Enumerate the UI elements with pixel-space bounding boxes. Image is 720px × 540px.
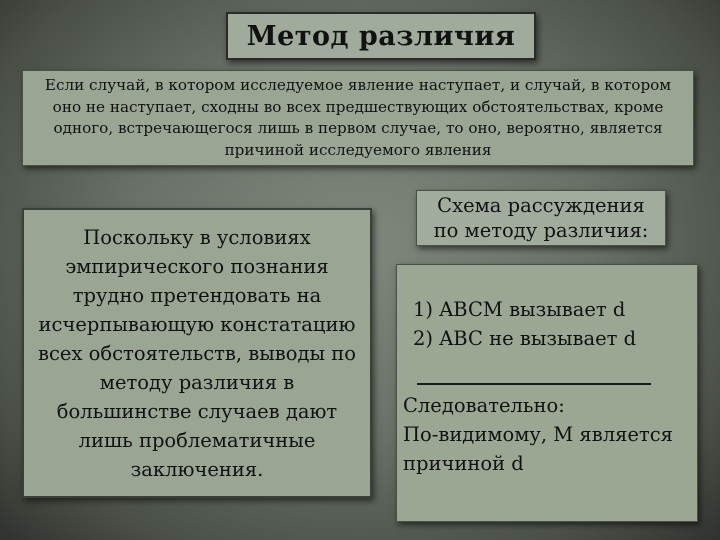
scheme-title-line-2: по методу различия: — [433, 219, 649, 242]
scheme-title-box — [416, 190, 666, 246]
conclusion-divider — [417, 383, 651, 385]
definition-text: Если случай, в котором исследуемое явление наступает, и случай, в котором оно не наступает, сходны во всех предшествующих обстоятельствах, кроме одного, встречающегося лишь в первом случае, то оно, вероятно, является причиной исследуемого явления — [44, 76, 672, 159]
note-text: Поскольку в условиях эмпирического познания трудно претендовать на исчерпывающую констатацию всех обстоятельств, выводы по методу различия в большинстве случаев дают лишь проблематичные заключения. — [38, 225, 356, 481]
scheme-title-line-1: Схема рассуждения — [437, 194, 645, 217]
conclusion-line-1: По-видимому, М является — [403, 423, 673, 446]
conclusion-label: Следовательно: — [403, 394, 565, 417]
slide-title — [226, 12, 536, 60]
premise-1: 1) ABCM вызывает d — [413, 298, 626, 321]
note-box — [22, 208, 372, 498]
slide-title-text: Метод различия — [246, 20, 516, 52]
definition-box — [22, 70, 694, 166]
conclusion-line-2: причиной d — [403, 452, 524, 475]
scheme-box — [396, 264, 698, 522]
premise-2: 2) ABC не вызывает d — [413, 327, 637, 350]
